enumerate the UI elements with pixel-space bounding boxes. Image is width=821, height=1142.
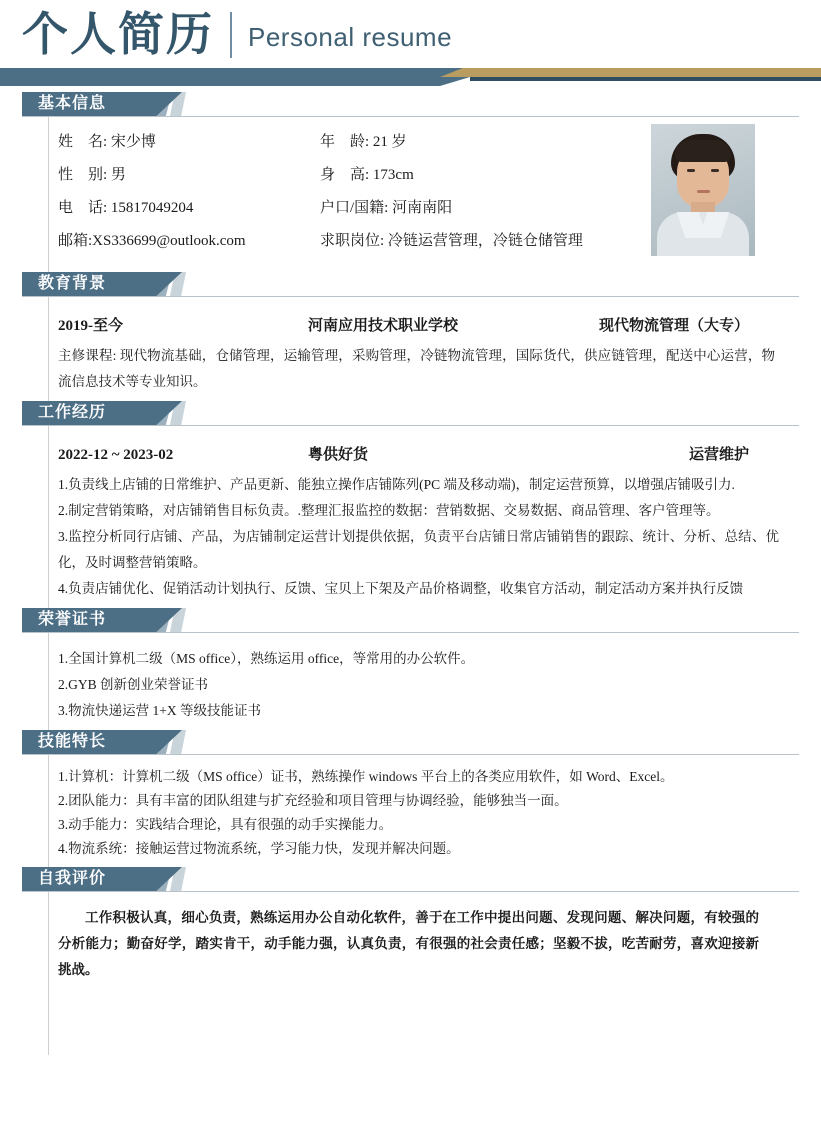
section-underline: [22, 632, 799, 633]
field-gender: 性 别: 男: [58, 167, 126, 183]
section-title-honors: 荣誉证书: [38, 611, 107, 628]
section-header-basic: [0, 92, 821, 116]
section-education: [0, 272, 821, 401]
photo-fringe: [675, 140, 731, 162]
header-ribbon: [0, 68, 821, 90]
education-major: 现代物流管理（大专）: [598, 318, 749, 334]
title-block: [22, 6, 452, 64]
basic-info-grid: [58, 130, 658, 262]
education-date: 2019-至今: [58, 318, 123, 334]
education-body: [0, 296, 821, 401]
work-item: 3.监控分析同行店铺、产品，为店铺制定运营计划提供依据，负责平台店铺日常店铺销售的跟踪、统计、分析、总结、优化，及时调整营销策略。: [58, 529, 779, 570]
section-underline: [22, 296, 799, 297]
photo-eye-left: [687, 169, 695, 172]
section-work-experience: [0, 401, 821, 608]
section-underline: [22, 754, 799, 755]
basic-info-row: [58, 229, 658, 262]
work-item: 4.负责店铺优化、促销活动计划执行、反馈、宝贝上下架及产品价格调整，收集官方活动，制定活动方案并执行反馈: [58, 581, 744, 596]
education-entry: [58, 304, 799, 343]
ribbon-band-gold: [440, 68, 821, 77]
work-entry: [58, 433, 799, 472]
section-skills: [0, 730, 821, 867]
field-email: 邮箱:XS336699@outlook.com: [58, 233, 246, 249]
photo-eye-right: [711, 169, 719, 172]
section-title-basic: 基本信息: [38, 95, 107, 112]
skill-item: 4.物流系统：接触运营过物流系统，学习能力快，发现并解决问题。: [58, 841, 460, 856]
resume-header: [0, 0, 821, 92]
self-evaluation-body: [0, 891, 821, 989]
skill-item: 2.团队能力：具有丰富的团队组建与扩充经验和项目管理与协调经验，能够独当一面。: [58, 793, 568, 808]
section-title-education: 教育背景: [38, 275, 107, 292]
section-basic-info: [0, 92, 821, 272]
field-age: 年 龄: 21 岁: [320, 134, 407, 150]
photo-mouth: [697, 190, 710, 193]
field-household: 户口/国籍: 河南南阳: [320, 200, 453, 216]
skill-item: 1.计算机：计算机二级（MS office）证书，熟练操作 windows 平台上的各类应用软件，如 Word、Excel。: [58, 769, 674, 784]
ribbon-band-dark: [0, 68, 500, 86]
work-body: [0, 425, 821, 608]
field-target-position: 求职岗位: 冷链运营管理，冷链仓储管理: [320, 233, 583, 249]
section-header-work: [0, 401, 821, 425]
page-title-cn: 个人简历: [22, 9, 214, 60]
avatar: [651, 124, 755, 256]
basic-info-row: [58, 196, 658, 229]
skills-body: [0, 754, 821, 867]
page-title-en: Personal resume: [248, 22, 453, 52]
honor-item: 3.物流快递运营 1+X 等级技能证书: [58, 703, 261, 718]
honor-item: 2.GYB 创新创业荣誉证书: [58, 677, 209, 692]
self-evaluation-text: 工作积极认真，细心负责，熟练运用办公自动化软件，善于在工作中提出问题、发现问题、解决问题，有较强的分析能力；勤奋好学，踏实肯干，动手能力强，认真负责，有很强的社会责任感；坚毅不拔，吃苦耐劳，喜欢迎接新挑战。: [58, 910, 759, 977]
section-title-work: 工作经历: [38, 404, 107, 421]
basic-info-body: [0, 116, 821, 272]
section-header-education: [0, 272, 821, 296]
work-company: 粤供好货: [308, 447, 369, 463]
section-title-skills: 技能特长: [38, 733, 107, 750]
section-underline: [22, 425, 799, 426]
skill-item: 3.动手能力：实践结合理论，具有很强的动手实操能力。: [58, 817, 393, 832]
section-header-skills: [0, 730, 821, 754]
title-divider: [230, 12, 232, 58]
work-item: 2.制定营销策略，对店铺销售目标负责。.整理汇报监控的数据：营销数据、交易数据、商品管理、客户管理等。: [58, 503, 720, 518]
education-school: 河南应用技术职业学校: [308, 318, 459, 334]
field-phone: 电 话: 15817049204: [58, 200, 194, 216]
section-title-self-evaluation: 自我评价: [38, 870, 107, 887]
basic-info-row: [58, 130, 658, 163]
section-header-honors: [0, 608, 821, 632]
section-honors: [0, 608, 821, 730]
honors-body: [0, 632, 821, 730]
ribbon-band-dark-thin: [470, 77, 821, 81]
field-height: 身 高: 173cm: [320, 167, 414, 183]
education-courses: 主修课程: 现代物流基础，仓储管理，运输管理，采购管理，冷链物流管理，国际货代，供应链管理，配送中心运营，物流信息技术等专业知识。: [58, 348, 775, 389]
section-self-evaluation: [0, 867, 821, 989]
work-date: 2022-12 ~ 2023-02: [58, 447, 174, 463]
honor-item: 1.全国计算机二级（MS office），熟练运用 office，等常用的办公软件。: [58, 651, 475, 666]
field-name: 姓 名: 宋少博: [58, 134, 156, 150]
work-item: 1.负责线上店铺的日常维护、产品更新、能独立操作店铺陈列(PC 端及移动端)，制定运营预算，以增强店铺吸引力.: [58, 477, 735, 492]
section-header-self-evaluation: [0, 867, 821, 891]
basic-info-row: [58, 163, 658, 196]
section-underline: [22, 891, 799, 892]
work-position: 运营维护: [688, 447, 749, 463]
